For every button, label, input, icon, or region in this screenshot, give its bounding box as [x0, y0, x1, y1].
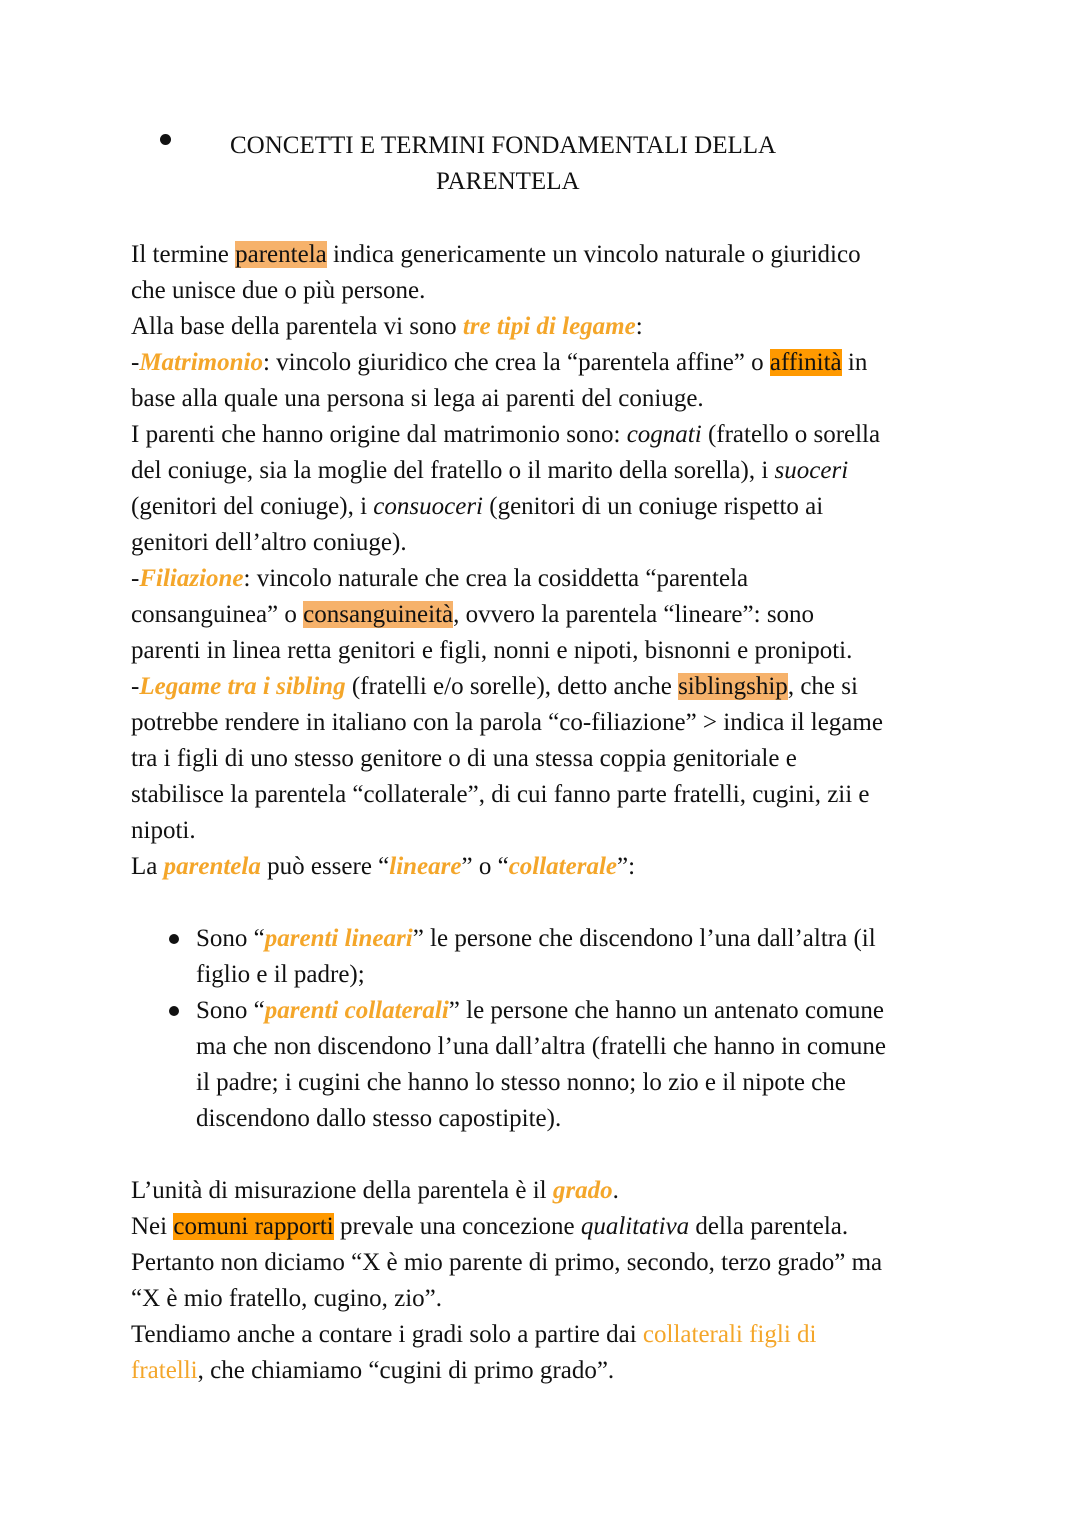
filiazione-line-3: parenti in linea retta genitori e figli, nonni e nipoti, bisnonni e pronipoti. — [131, 637, 853, 664]
sibling-line-4: stabilisce la parentela “collaterale”, di cui fanno parte fratelli, cugini, zii e — [131, 781, 870, 808]
title-bullet-icon — [160, 134, 171, 145]
intro-line-3: Alla base della parentela vi sono tre tipi di legame: — [131, 313, 643, 340]
sibling-line-2: potrebbe rendere in italiano con la parola “co-filiazione” > indica il legame — [131, 709, 883, 736]
matrimonio-line-6: genitori dell’altro coniuge). — [131, 529, 407, 556]
highlight-siblingship: siblingship — [678, 673, 788, 700]
bullet-icon — [169, 934, 179, 944]
term-sibling: Legame tra i sibling — [139, 673, 346, 700]
grado-line-5: Tendiamo anche a contare i gradi solo a partire dai collaterali figli di — [131, 1321, 817, 1348]
sibling-line-1: -Legame tra i sibling (fratelli e/o sorelle), detto anche siblingship, che si — [131, 673, 858, 700]
filiazione-line-1: -Filiazione: vincolo naturale che crea la cosiddetta “parentela — [131, 565, 749, 592]
bullet-icon — [169, 1006, 179, 1016]
highlight-consanguineita: consanguineità — [303, 601, 454, 628]
accent-grado: grado — [552, 1177, 613, 1204]
matrimonio-line-4: del coniuge, sia la moglie del fratello o il marito della sorella), i suoceri — [131, 457, 849, 484]
grado-line-6: fratelli, che chiamiamo “cugini di primo grado”. — [131, 1357, 615, 1384]
list-item: Sono “parenti collaterali” le persone che hanno un antenato comune ma che non discendono l’una dall’altra (fratelli che hanno in comune il padre; i cugini che hanno lo stesso nonno; lo zio e il nipote che discendono dallo stesso capostipite). — [131, 993, 961, 1137]
highlight-affinita: affinità — [769, 349, 842, 376]
matrimonio-line-5: (genitori del coniuge), i consuoceri (genitori di un coniuge rispetto ai — [131, 493, 824, 520]
highlight-parentela: parentela — [235, 241, 327, 268]
grado-line-3: Pertanto non diciamo “X è mio parente di primo, secondo, terzo grado” ma — [131, 1249, 883, 1276]
grado-line-4: “X è mio fratello, cugino, zio”. — [131, 1285, 442, 1312]
intro-line-1: Il termine parentela indica genericamente un vincolo naturale o giuridico — [131, 241, 861, 268]
sibling-line-5: nipoti. — [131, 817, 196, 844]
highlight-comuni-rapporti: comuni rapporti — [173, 1213, 334, 1240]
title-line-2: PARENTELA — [436, 168, 580, 195]
types-line: La parentela può essere “lineare” o “collaterale”: — [131, 853, 636, 880]
term-matrimonio: Matrimonio — [139, 349, 263, 376]
title-line-1: CONCETTI E TERMINI FONDAMENTALI DELLA — [230, 132, 777, 159]
grado-line-2: Nei comuni rapporti prevale una concezione qualitativa della parentela. — [131, 1213, 849, 1240]
intro-line-2: che unisce due o più persone. — [131, 277, 426, 304]
matrimonio-line-3: I parenti che hanno origine dal matrimonio sono: cognati (fratello o sorella — [131, 421, 881, 448]
matrimonio-line-1: -Matrimonio: vincolo giuridico che crea la “parentela affine” o affinità in — [131, 349, 868, 376]
accent-tre-tipi: tre tipi di legame — [462, 313, 636, 340]
sibling-line-3: tra i figli di uno stesso genitore o di una stessa coppia genitoriale e — [131, 745, 797, 772]
filiazione-line-2: consanguinea” o consanguineità, ovvero la parentela “lineare”: sono — [131, 601, 815, 628]
matrimonio-line-2: base alla quale una persona si lega ai parenti del coniuge. — [131, 385, 704, 412]
document-body — [131, 237, 961, 1389]
term-filiazione: Filiazione — [139, 565, 244, 592]
grado-line-1: L’unità di misurazione della parentela è il grado. — [131, 1177, 619, 1204]
parenti-list — [131, 921, 961, 1137]
list-item: Sono “parenti lineari” le persone che discendono l’una dall’altra (il figlio e il padre); — [131, 921, 961, 993]
